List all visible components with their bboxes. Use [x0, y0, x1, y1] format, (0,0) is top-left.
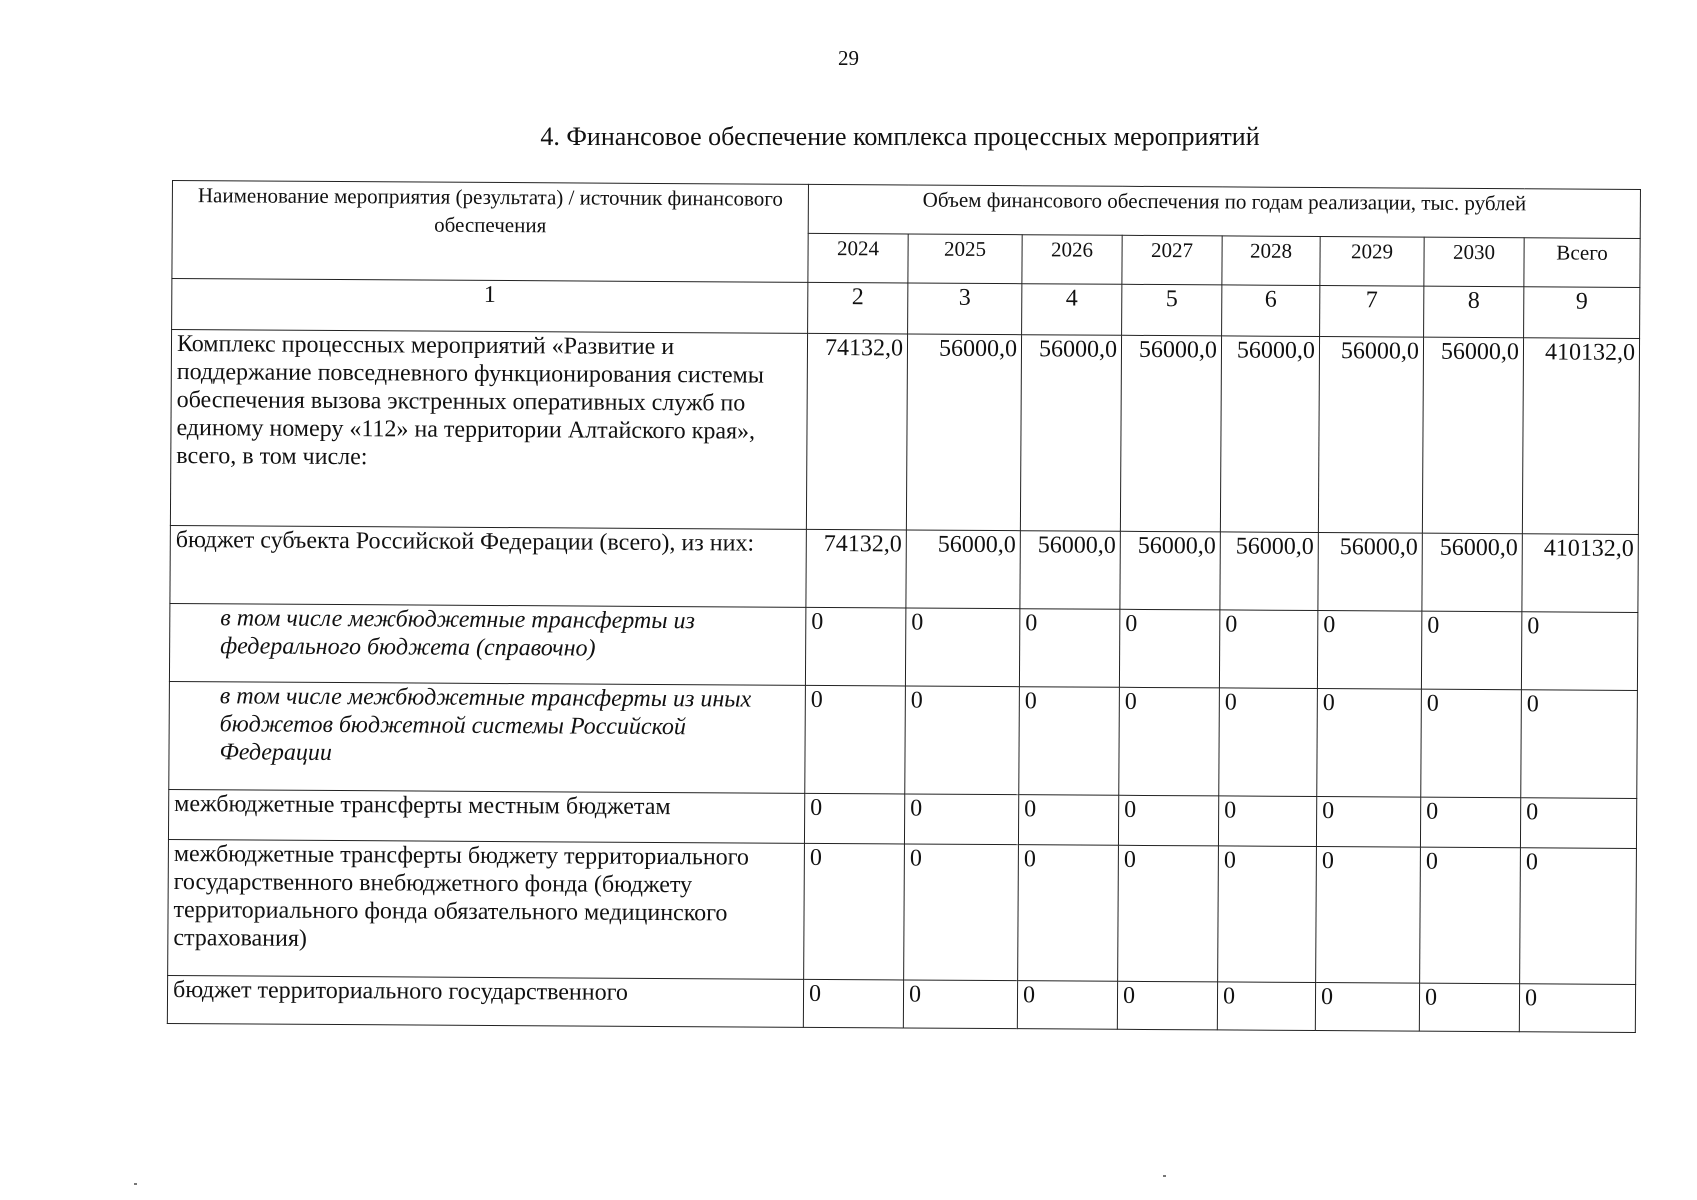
value-cell: 0 — [905, 686, 1020, 795]
value-cell: 0 — [1519, 984, 1635, 1033]
table-row — [168, 789, 1636, 848]
column-number: 1 — [172, 279, 808, 334]
value-cell: 56000,0 — [1020, 531, 1120, 610]
row-name: Комплекс процессных мероприятий «Развитие и поддержание повседневного функционирования системы обеспечения вызова экстренных оперативных служб по единому номеру «112» на территории Алтайского края», всего, в том числе: — [170, 330, 807, 530]
column-number: 5 — [1122, 284, 1222, 336]
scan-speck — [134, 1183, 137, 1185]
value-cell: 56000,0 — [1220, 532, 1318, 611]
value-cell: 0 — [1420, 847, 1521, 984]
column-number: 2 — [808, 282, 908, 334]
value-cell: 0 — [805, 607, 905, 686]
row-name: бюджет субъекта Российской Федерации (всего), из них: — [170, 525, 806, 607]
row-name: в том числе межбюджетные трансферты из иных бюджетов бюджетной системы Российской Федерации — [169, 681, 806, 793]
value-cell: 0 — [804, 843, 905, 980]
value-cell: 0 — [1315, 983, 1419, 1032]
value-cell: 0 — [1118, 795, 1218, 846]
value-cell: 0 — [1019, 687, 1120, 796]
value-cell: 0 — [1419, 983, 1519, 1032]
value-cell: 410132,0 — [1522, 534, 1639, 613]
value-cell: 0 — [1316, 797, 1420, 848]
value-cell: 0 — [1316, 847, 1421, 984]
year-cell: 2026 — [1022, 235, 1122, 285]
value-cell: 0 — [1018, 795, 1118, 846]
value-cell: 0 — [1218, 846, 1317, 983]
year-cell: 2029 — [1320, 237, 1424, 287]
year-cell: 2027 — [1122, 235, 1222, 285]
value-cell: 56000,0 — [1422, 533, 1522, 612]
value-cell: 56000,0 — [1020, 335, 1121, 532]
header-row-1 — [172, 181, 1640, 239]
value-cell: 56000,0 — [1120, 335, 1221, 532]
value-cell: 0 — [1520, 848, 1637, 985]
value-cell: 0 — [1317, 689, 1422, 798]
value-cell: 0 — [1219, 610, 1317, 689]
value-cell: 0 — [1317, 611, 1421, 690]
value-cell: 410132,0 — [1522, 338, 1639, 535]
financing-table — [167, 180, 1641, 1033]
value-cell: 0 — [1219, 688, 1318, 797]
value-cell: 0 — [1420, 797, 1520, 848]
table-row — [170, 525, 1638, 612]
table-row — [169, 603, 1637, 690]
table-row — [168, 839, 1637, 984]
value-cell: 0 — [1521, 612, 1638, 691]
year-cell: 2025 — [908, 234, 1022, 284]
value-cell: 0 — [1118, 845, 1219, 982]
year-cell: 2030 — [1424, 237, 1524, 287]
value-cell: 0 — [1217, 982, 1315, 1031]
value-cell: 0 — [905, 608, 1019, 687]
value-cell: 0 — [1117, 981, 1217, 1030]
value-cell: 0 — [1119, 687, 1220, 796]
value-cell: 56000,0 — [1318, 337, 1423, 534]
column-number: 3 — [908, 283, 1022, 335]
value-cell: 74132,0 — [806, 333, 907, 530]
value-cell: 0 — [804, 793, 904, 844]
page-number: 29 — [838, 46, 859, 70]
column-number: 7 — [1320, 286, 1424, 338]
value-cell: 0 — [1218, 796, 1316, 847]
value-cell: 0 — [1119, 609, 1219, 688]
value-cell: 0 — [1421, 611, 1521, 690]
table-row — [169, 681, 1638, 798]
section-title: 4. Финансовое обеспечение комплекса процессных мероприятий — [540, 122, 1260, 151]
value-cell: 56000,0 — [1318, 533, 1422, 612]
row-name: межбюджетные трансферты бюджету территориального государственного внебюджетного фонда (бюджету территориального фонда обязательного медицинского страхования) — [168, 839, 805, 979]
year-cell: 2028 — [1222, 236, 1320, 286]
value-cell: 0 — [805, 685, 906, 794]
value-cell: 0 — [1521, 690, 1638, 799]
value-cell: 0 — [904, 794, 1018, 845]
value-cell: 56000,0 — [1220, 336, 1319, 533]
value-cell: 0 — [903, 980, 1017, 1029]
value-cell: 0 — [1018, 845, 1119, 982]
header-name-cell: Наименование мероприятия (результата) / источник финансового обеспечения — [172, 181, 809, 283]
table-row — [167, 975, 1635, 1032]
value-cell: 56000,0 — [906, 334, 1021, 531]
column-number: 4 — [1022, 284, 1122, 336]
column-number: 9 — [1524, 287, 1640, 339]
value-cell: 56000,0 — [1422, 337, 1523, 534]
value-cell: 0 — [1421, 689, 1522, 798]
column-number-row — [172, 279, 1640, 339]
row-name: бюджет территориального государственного — [167, 975, 803, 1027]
year-cell: 2024 — [808, 233, 908, 283]
value-cell: 56000,0 — [906, 530, 1020, 609]
header-volume-cell: Объем финансового обеспечения по годам реализации, тыс. рублей — [808, 184, 1640, 238]
scan-speck — [1163, 1175, 1166, 1177]
column-number: 8 — [1424, 286, 1524, 338]
value-cell: 56000,0 — [1120, 531, 1220, 610]
table-row — [170, 330, 1639, 535]
value-cell: 0 — [1019, 609, 1119, 688]
value-cell: 0 — [904, 844, 1019, 981]
column-number: 6 — [1222, 285, 1320, 337]
row-name: в том числе межбюджетные трансферты из федерального бюджета (справочно) — [169, 603, 805, 685]
total-header-cell: Всего — [1524, 238, 1640, 288]
row-name: межбюджетные трансферты местным бюджетам — [168, 789, 804, 843]
value-cell: 74132,0 — [806, 529, 906, 608]
value-cell: 0 — [803, 979, 903, 1028]
value-cell: 0 — [1520, 798, 1636, 849]
value-cell: 0 — [1017, 981, 1117, 1030]
